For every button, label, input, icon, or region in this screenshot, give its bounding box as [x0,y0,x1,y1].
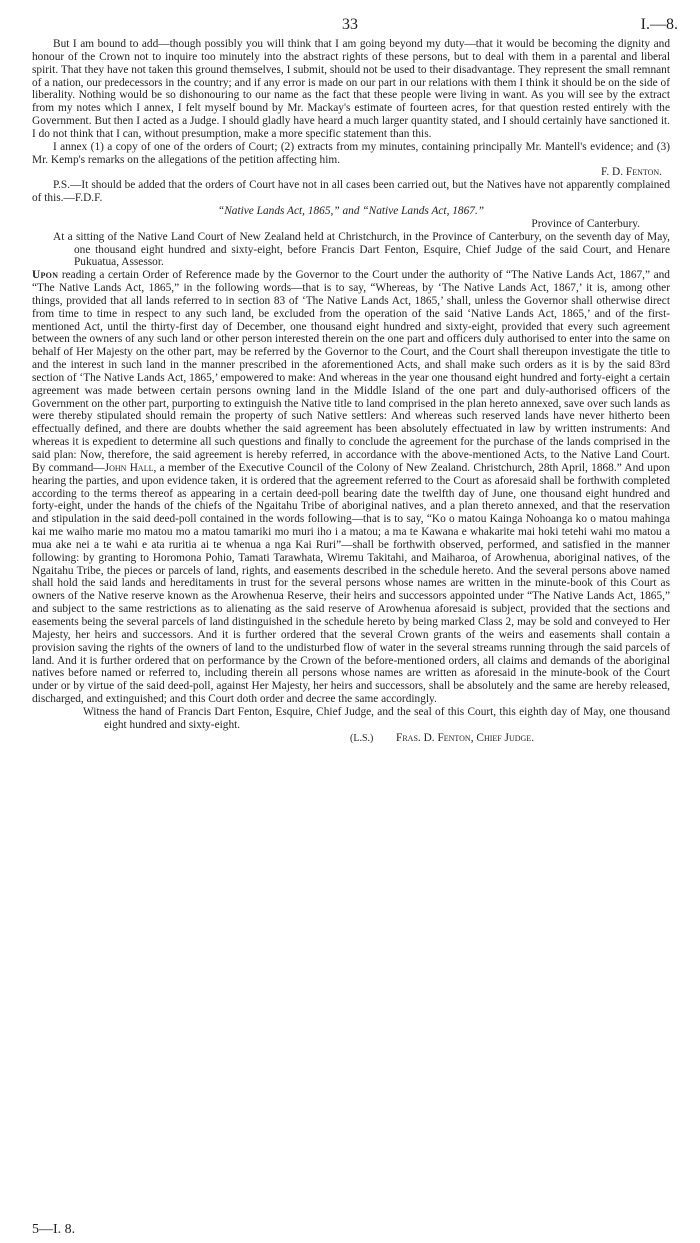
court-order-paragraph [32,269,670,706]
postscript: P.S.—It should be added that the orders of Court have not in all cases been carried out, but the Natives have not apparently complained of this.—F.D.F. [32,179,670,205]
order-command-name: John Hall [104,461,154,474]
witness-paragraph: Witness the hand of Francis Dart Fenton, Esquire, Chief Judge, and the seal of this Court, this eighth day of May, one thousand eight hundred and sixty-eight. [83,705,670,731]
page-number: 33 [342,16,358,33]
order-body-continued: , a member of the Executive Council of the Colony of New Zealand. Christchurch, 28th April, 1868.” And upon hearing the parties, and upon evidence taken, it is ordered that the agreement referred to the Court as aforesaid shall be forthwith completed according to the terms thereof as appearing in a certain deed-poll bearing date the twelfth day of June, one thousand eight hundred and forty-eight, under the hands of the chiefs of the Ngaitahu Tribe of aboriginal natives, and a plan thereto annexed, and that the reservation and stipulation in the said deed-poll contained in the words following—that is to say, “Ko o matou Kainga Nohoanga ko o matou mahinga kai me waiho marie mo matou mo a matou tamariki mo muri iho i a matou; a ma te Kawana e whakarite mai hoki tetehi wahi mo matou a mua ake nei a te wahi e ata ruritia ai te whenua a nga Kai Ruri”—shall be forthwith observed, performed, and satisfied in the manner following: by granting to Horomona Pohio, Tamati Tarawhata, Wiremu Takitahi, and Maiharoa, of Arowhenua, aboriginal natives, of the Ngaitahu Tribe, the pieces or parcels of land, rights, and easements described in the schedule hereto. And the several persons above named shall hold the said lands and hereditaments in trust for the several persons whose names are written in the minute-book of this Court as owners of the Native reserve known as the Arowhenua Reserve, their heirs and successors appointed under “The Native Lands Act, 1865,” and subject to the same restrictions as to alienating as the said reserve of Arowhenua aforesaid is subject, provided that the sections and easements being the several parcels of land distinguished in the schedule hereto by being marked Class 2, may be sold and conveyed to Her Majesty, her heirs and successors. And it is further ordered that the several Crown grants of the weirs and easements shall contain a provision saving the rights of the owners of land to the undisturbed flow of water in the several streams running through the said parcels of land. And it is further ordered that on performance by the Crown of the before-mentioned orders, all claims and demands of the aboriginal natives before named or referred to, including therein all persons whose names are written as aforesaid in the minute-book of the Court under or by virtue of the said deed-poll, against Her Majesty, her heirs and successors, shall be absolutely and the same are hereby released, discharged, and extinguished; and this Court doth order and decree the same accordingly. [32,461,670,706]
final-signature-line [32,732,670,746]
order-body: reading a certain Order of Reference made by the Governor to the Court under the authority of “The Native Lands Act, 1867,” and “The Native Lands Act, 1865,” in the following words—that is to say, “Whereas, by ‘The Native Lands Act, 1867,’ it is, among other things, provided that all lands referred to in section 83 of ‘The Native Lands Act, 1865,’ shall, unless the Governor shall otherwise direct from time to time in respect to any such land, be excluded from the operation of the said ‘Native Lands Act, 1865,’ and of the first-mentioned Act, until the thirty-first day of December, one thousand eight hundred and sixty-eight, provided that every such agreement between the owners of any such land or other person interested therein on the one part and officers duly authorised to enter into the same on behalf of Her Majesty on the other part, may be referred by the Governor to the Court, and the Court shall thereupon investigate the title to and the interest in such land in the manner prescribed in the aforementioned Acts, and shall make such orders as it is by the said 83rd section of ‘The Native Lands Act, 1865,’ empowered to make: And whereas in the year one thousand eight hundred and forty-eight a certain agreement was made between certain persons owning land in the Middle Island of the one part and duly-authorised officers of the Government on the other part, purporting to extinguish the Native title to land comprised in the plan hereto annexed, save over such lands as were thereby stipulated should remain the property of such Native settlers: And whereas such reserved lands have never hitherto been effectually defined, and there are doubts whether the said agreement has been absolutely effectuated in law by written instruments: And whereas it is expedient to determine all such questions and finally to conclude the agreement for the purchase of the lands comprised in the said plan: Now, therefore, the said agreement is hereby referred, in accordance with the above-mentioned Acts, to the Native Land Court. By command— [32,269,670,474]
paragraph-intro: But I am bound to add—though possibly you will think that I am going beyond my duty—that it would be becoming the dignity and honour of the Crown not to inquire too minutely into the abstract rights of these persons, but to deal with them in a parental and liberal spirit. That they have not taken this ground themselves, I submit, should not be used to their disadvantage. They represent the small remnant of a nation, our predecessors in the country; and if any error is made on our part in our relations with them I think it should be on the side of liberality. Nothing would be so dishonouring to our name as the fact that these people were living in want. As you will see by the extract from my notes which I annex, I felt myself bound by Mr. Mackay's estimate of fourteen acres, for that question rested entirely with the Government. But then I acted as a Judge. I should gladly have heard a much larger quantity stated, and I should certainly have sanctioned it. I do not think that I can, without presumption, make a more specific statement than this. [32,38,670,140]
chief-judge-signature: Fras. D. Fenton, Chief Judge. [396,731,535,744]
fenton-signature: F. D. Fenton. [600,166,662,179]
seal-mark: (L.S.) [350,732,374,744]
sitting-paragraph: At a sitting of the Native Land Court of New Zealand held at Christchurch, in the Province of Canterbury, on the seventh day of May, one thousand eight hundred and sixty-eight, before Francis Dart Fenton, Esquire, Chief Judge of the said Court, and Henare Pukuatua, Assessor. [53,230,670,269]
paper-reference: I.—8. [640,16,678,33]
act-title: “Native Lands Act, 1865,” and “Native Lands Act, 1867.” [217,204,485,217]
province-line: Province of Canterbury. [531,217,640,230]
paragraph-annex: I annex (1) a copy of one of the orders of Court; (2) extracts from my minutes, containing principally Mr. Mantell's evidence; and (3) Mr. Kemp's remarks on the allegations of the petition affecting him. [32,140,670,166]
page-header [32,14,678,36]
document-body [32,38,670,745]
printer-signature-mark: 5—I. 8. [32,1222,76,1237]
order-lead-word: Upon [32,269,59,282]
